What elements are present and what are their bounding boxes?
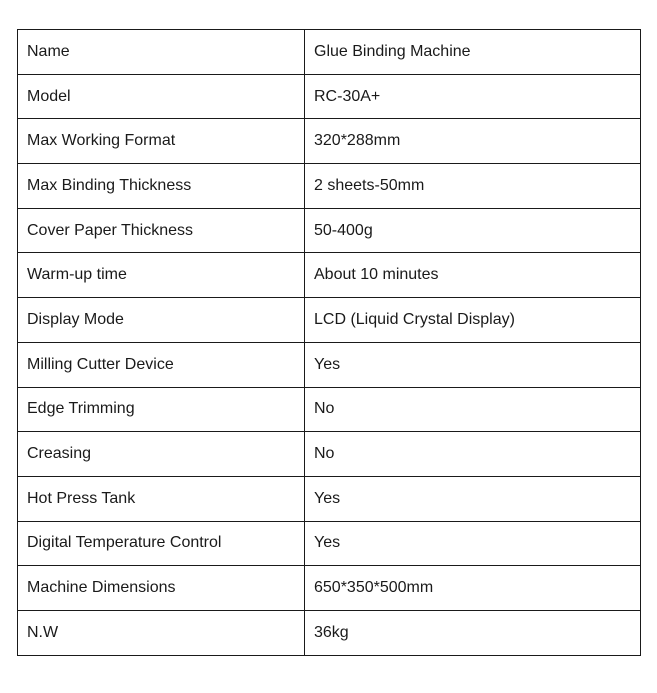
spec-label: Milling Cutter Device [18, 342, 305, 387]
table-row [18, 208, 641, 253]
spec-label: Machine Dimensions [18, 566, 305, 611]
table-row [18, 521, 641, 566]
spec-value: 50-400g [305, 208, 641, 253]
spec-value: 320*288mm [305, 119, 641, 164]
table-row [18, 432, 641, 477]
spec-value: Yes [305, 521, 641, 566]
spec-label: Hot Press Tank [18, 476, 305, 521]
spec-value: Glue Binding Machine [305, 30, 641, 75]
spec-value: 2 sheets-50mm [305, 164, 641, 209]
spec-label: Model [18, 74, 305, 119]
spec-label: Warm-up time [18, 253, 305, 298]
spec-label: Creasing [18, 432, 305, 477]
table-row [18, 476, 641, 521]
spec-value: LCD (Liquid Crystal Display) [305, 298, 641, 343]
table-row [18, 566, 641, 611]
table-row [18, 164, 641, 209]
spec-value: Yes [305, 342, 641, 387]
spec-table-body [18, 30, 641, 656]
spec-label: Display Mode [18, 298, 305, 343]
table-row [18, 253, 641, 298]
spec-label: Digital Temperature Control [18, 521, 305, 566]
spec-value: RC-30A+ [305, 74, 641, 119]
table-row [18, 119, 641, 164]
table-row [18, 298, 641, 343]
spec-label: Cover Paper Thickness [18, 208, 305, 253]
spec-label: Name [18, 30, 305, 75]
spec-table [17, 29, 641, 656]
spec-value: About 10 minutes [305, 253, 641, 298]
table-row [18, 387, 641, 432]
spec-value: No [305, 387, 641, 432]
spec-value: 650*350*500mm [305, 566, 641, 611]
table-row [18, 74, 641, 119]
spec-label: N.W [18, 610, 305, 655]
spec-value: No [305, 432, 641, 477]
table-row [18, 610, 641, 655]
spec-value: 36kg [305, 610, 641, 655]
spec-label: Edge Trimming [18, 387, 305, 432]
table-row [18, 342, 641, 387]
spec-label: Max Binding Thickness [18, 164, 305, 209]
spec-label: Max Working Format [18, 119, 305, 164]
spec-value: Yes [305, 476, 641, 521]
table-row [18, 30, 641, 75]
